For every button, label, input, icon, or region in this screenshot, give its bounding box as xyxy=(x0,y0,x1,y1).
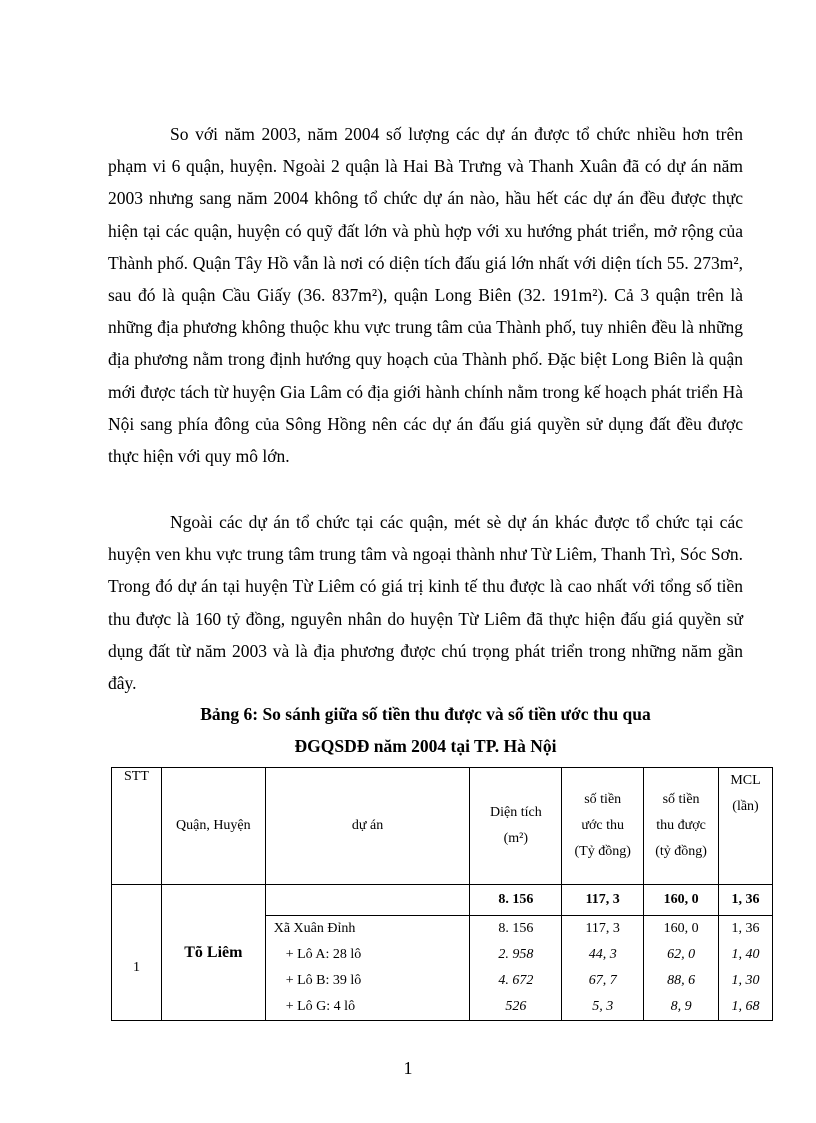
detail-mcl-column xyxy=(719,916,773,1021)
header-estimated-line-3: (Tỷ đồng) xyxy=(574,844,631,859)
mcl-value: 1, 40 xyxy=(731,947,760,962)
summary-collected: 160, 0 xyxy=(644,885,719,916)
mcl-value: 1, 68 xyxy=(731,999,760,1014)
comparison-table xyxy=(111,767,773,1021)
header-collected xyxy=(644,768,719,885)
collected-value: 88, 6 xyxy=(667,973,696,988)
estimated-value: 117, 3 xyxy=(585,921,620,936)
page-number: 1 xyxy=(403,1058,413,1078)
header-area xyxy=(470,768,562,885)
district-cell: Tõ Liêm xyxy=(161,885,265,1021)
table-caption-line-1: Bảng 6: So sánh giữa số tiền thu được và số tiền ước thu qua xyxy=(200,704,651,724)
header-mcl xyxy=(719,768,773,885)
header-area-line-2: (m²) xyxy=(503,831,529,846)
paragraph-2: Ngoài các dự án tổ chức tại các quận, mét sè dự án khác được tổ chức tại các huyện ven khu vực trung tâm trung tâm và ngoại thành như Từ Liêm, Thanh Trì, Sóc Sơn. Trong đó dự án tại huyện Từ Liêm có giá trị kinh tế thu được là cao nhất với tổng số tiền thu được là 160 tỷ đồng, nguyên nhân do huyện Từ Liêm đã thực hiện đấu giá quyền sử dụng đất từ năm 2003 và là địa phương được chú trọng phát triển trong những năm gần đây. xyxy=(108,512,743,694)
header-area-line-1: Diện tích xyxy=(489,805,542,820)
project-name: + Lô B: 39 lô xyxy=(285,973,362,988)
table-caption-line-2: ĐGQSDĐ năm 2004 tại TP. Hà Nội xyxy=(294,736,557,756)
estimated-value: 44, 3 xyxy=(588,947,617,962)
estimated-value: 67, 7 xyxy=(588,973,617,988)
mcl-value: 1, 30 xyxy=(731,973,760,988)
detail-project-column xyxy=(265,916,470,1021)
table-header-row xyxy=(112,768,773,885)
detail-area-column xyxy=(470,916,562,1021)
header-collected-line-3: (tỷ đồng) xyxy=(655,844,707,859)
project-name: + Lô G: 4 lô xyxy=(285,999,356,1014)
project-name: Xã Xuân Đỉnh xyxy=(273,921,356,936)
collected-value: 8, 9 xyxy=(670,999,692,1014)
stt-cell: 1 xyxy=(112,885,162,1021)
project-name: + Lô A: 28 lô xyxy=(285,947,362,962)
area-value: 4. 672 xyxy=(498,973,534,988)
collected-value: 62, 0 xyxy=(667,947,696,962)
header-mcl-line-2: (lần) xyxy=(732,799,759,814)
header-collected-line-1: số tiền xyxy=(662,792,700,807)
estimated-value: 5, 3 xyxy=(592,999,614,1014)
summary-estimated: 117, 3 xyxy=(562,885,644,916)
header-mcl-line-1: MCL xyxy=(730,773,761,788)
header-stt: STT xyxy=(112,768,162,885)
paragraph-1: So với năm 2003, năm 2004 số lượng các dự án được tổ chức nhiều hơn trên phạm vi 6 quận, huyện. Ngoài 2 quận là Hai Bà Trưng và Thanh Xuân đã có dự án năm 2003 nhưng sang năm 2004 không tổ chức dự án nào, hầu hết các dự án đều được thực hiện tại các quận, huyện có quỹ đất lớn và phù hợp với xu hướng phát triển, mở rộng của Thành phố. Quận Tây Hồ vẫn là nơi có diện tích đấu giá lớn nhất với diện tích 55. 273m², sau đó là quận Cầu Giấy (36. 837m²), quận Long Biên (32. 191m²). Cả 3 quận trên là những địa phương không thuộc khu vực trung tâm của Thành phố, tuy nhiên đều là những địa phương nằm trong định hướng quy hoạch của Thành phố. Đặc biệt Long Biên là quận mới được tách từ huyện Gia Lâm có địa giới hành chính nằm trong kế hoạch phát triển Hà Nội sang phía đông của Sông Hồng nên các dự án đấu giá quyền sử dụng đất đều được thực hiện với quy mô lớn. xyxy=(108,124,743,467)
summary-project-cell xyxy=(265,885,470,916)
header-estimated-line-2: ước thu xyxy=(581,818,624,833)
detail-collected-column xyxy=(644,916,719,1021)
area-value: 2. 958 xyxy=(498,947,534,962)
summary-area: 8. 156 xyxy=(470,885,562,916)
mcl-value: 1, 36 xyxy=(731,921,760,936)
header-collected-line-2: thu được xyxy=(656,818,706,833)
header-estimated-line-1: số tiền xyxy=(584,792,622,807)
table-summary-row xyxy=(112,885,773,916)
header-estimated xyxy=(562,768,644,885)
header-district: Quận, Huyện xyxy=(161,768,265,885)
header-project: dự án xyxy=(265,768,470,885)
summary-mcl: 1, 36 xyxy=(719,885,773,916)
detail-estimated-column xyxy=(562,916,644,1021)
area-value: 8. 156 xyxy=(498,921,534,936)
area-value: 526 xyxy=(505,999,527,1014)
collected-value: 160, 0 xyxy=(663,921,699,936)
